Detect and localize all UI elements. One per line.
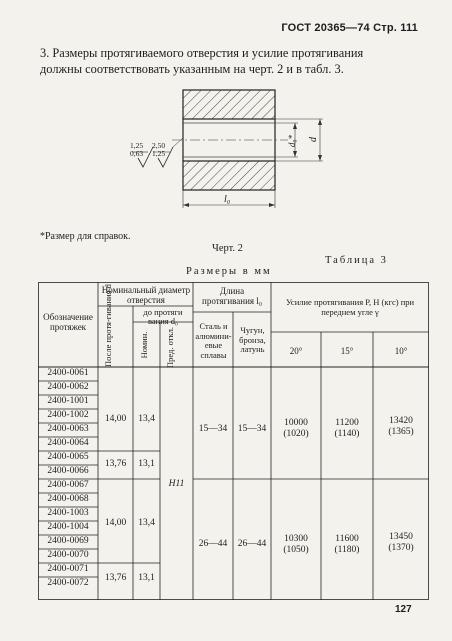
designation-cell: 2400-1003 bbox=[47, 508, 89, 518]
block1-f10-n: 13420 bbox=[389, 416, 413, 426]
group3-d0: 13,4 bbox=[138, 518, 155, 528]
header-length: Длина протягивания l₀ bbox=[202, 286, 262, 306]
roughness-label-2 bbox=[152, 142, 165, 158]
header-before: до протяги вания d₀ bbox=[143, 307, 183, 326]
roughness-1-bottom: 0,63 bbox=[130, 149, 144, 158]
block1-force-15 bbox=[321, 418, 373, 440]
block2-steel: 26—44 bbox=[198, 539, 228, 549]
header-designation: Обозначение протяжек bbox=[43, 312, 93, 332]
dimension-d: d bbox=[308, 137, 319, 142]
block1-f20-n: 10000 bbox=[284, 418, 308, 428]
block2-f15-n: 11600 bbox=[335, 534, 359, 544]
block2-force-20 bbox=[271, 534, 321, 556]
block2-f20-kgf: (1050) bbox=[283, 545, 309, 555]
header-steel: Сталь и алюмини-евые сплавы bbox=[195, 321, 232, 360]
block2-f20-n: 10300 bbox=[284, 534, 308, 544]
designation-cell: 2400-0065 bbox=[47, 452, 89, 462]
group2-d0: 13,1 bbox=[138, 459, 155, 469]
dimension-d0: d₀* bbox=[287, 134, 298, 148]
hatched-section-bottom bbox=[183, 161, 275, 190]
designation-cell: 2400-0062 bbox=[47, 382, 89, 392]
paragraph-line-2: должны соответствовать указанным на черт. 2 и в табл. 3. bbox=[40, 62, 344, 76]
group1-d0: 13,4 bbox=[138, 414, 155, 424]
block1-f10-kgf: (1365) bbox=[388, 427, 414, 437]
block1-force-10 bbox=[373, 416, 429, 438]
header-nominal-diameter: Номинальный диаметр отверстия bbox=[101, 285, 191, 305]
roughness-2-top: 2,50 bbox=[152, 141, 166, 150]
figure-caption: Черт. 2 bbox=[212, 243, 243, 254]
designation-cell: 2400-1002 bbox=[47, 410, 89, 420]
group4-d0: 13,1 bbox=[138, 573, 155, 583]
header-nominal: Номин. bbox=[139, 331, 149, 359]
page-header: ГОСТ 20365—74 Стр. 111 bbox=[281, 22, 418, 34]
designation-cell: 2400-0070 bbox=[47, 550, 89, 560]
paragraph-line-1: 3. Размеры протягиваемого отверстия и усилие протягивания bbox=[40, 46, 364, 60]
designation-cell: 2400-0063 bbox=[47, 424, 89, 434]
block1-force-20 bbox=[271, 418, 321, 440]
hatched-section-top bbox=[183, 90, 275, 119]
header-force: Усилие протягивания P, Н (кгс) при переднем угле γ bbox=[285, 297, 415, 317]
block1-f15-n: 11200 bbox=[335, 418, 359, 428]
data-table bbox=[38, 282, 429, 600]
designation-cell: 2400-0061 bbox=[47, 368, 89, 378]
page-number: 127 bbox=[395, 604, 412, 615]
block2-f10-n: 13450 bbox=[389, 532, 413, 542]
roughness-label-1 bbox=[130, 142, 143, 158]
block2-force-10 bbox=[373, 532, 429, 554]
designation-cell: 2400-0066 bbox=[47, 466, 89, 476]
header-after: После протя-гивания d bbox=[103, 284, 113, 367]
block2-cast: 26—44 bbox=[237, 539, 267, 549]
designation-cell: 2400-1001 bbox=[47, 396, 89, 406]
paragraph bbox=[40, 45, 420, 77]
block1-steel: 15—34 bbox=[198, 424, 228, 434]
designation-cell: 2400-1004 bbox=[47, 522, 89, 532]
table-units: Размеры в мм bbox=[186, 266, 272, 277]
header-castiron: Чугун, бронза, латунь bbox=[239, 325, 266, 354]
group1-d: 14,00 bbox=[104, 414, 127, 424]
tolerance-value: H11 bbox=[168, 479, 185, 489]
group4-d: 13,76 bbox=[104, 573, 127, 583]
header-angle-15: 15° bbox=[340, 346, 354, 356]
block1-cast: 15—34 bbox=[237, 424, 267, 434]
designation-cell: 2400-0072 bbox=[47, 578, 89, 588]
technical-drawing bbox=[110, 82, 340, 222]
roughness-2-bottom: 1,25 bbox=[152, 149, 166, 158]
designation-cell: 2400-0068 bbox=[47, 494, 89, 504]
group2-d: 13,76 bbox=[104, 459, 127, 469]
designation-cell: 2400-0071 bbox=[47, 564, 89, 574]
table-title: Таблица 3 bbox=[325, 255, 388, 266]
block2-force-15 bbox=[321, 534, 373, 556]
designation-cell: 2400-0064 bbox=[47, 438, 89, 448]
dimension-l0: l₀ bbox=[224, 194, 231, 205]
footnote: *Размер для справок. bbox=[40, 231, 131, 242]
block1-f15-kgf: (1140) bbox=[334, 429, 360, 439]
roughness-1-top: 1,25 bbox=[130, 141, 144, 150]
block2-f15-kgf: (1180) bbox=[334, 545, 360, 555]
group3-d: 14,00 bbox=[104, 518, 127, 528]
block2-f10-kgf: (1370) bbox=[388, 543, 414, 553]
designation-cell: 2400-0067 bbox=[47, 480, 89, 490]
header-angle-10: 10° bbox=[394, 346, 408, 356]
header-tolerance: Пред. откл. bbox=[165, 327, 175, 368]
header-angle-20: 20° bbox=[289, 346, 303, 356]
designation-cell: 2400-0069 bbox=[47, 536, 89, 546]
block1-f20-kgf: (1020) bbox=[283, 429, 309, 439]
